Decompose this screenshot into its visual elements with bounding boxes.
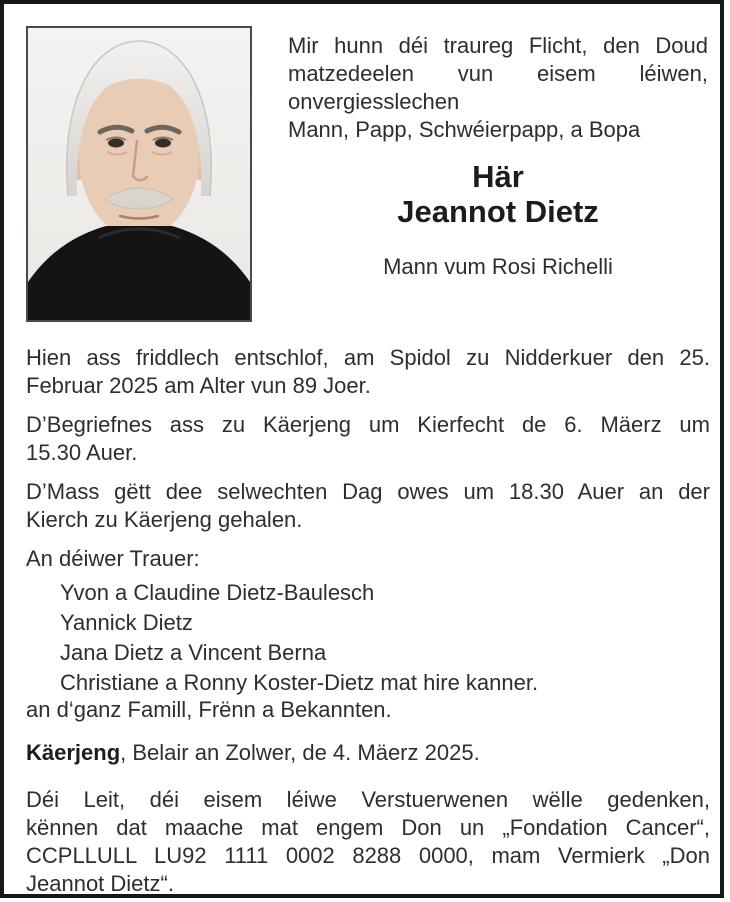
- donation-paragraph: [26, 786, 710, 898]
- relation-line: Mann vum Rosi Richelli: [383, 254, 613, 279]
- deceased-name-block: [288, 159, 708, 229]
- family-closing-line: an d‘ganz Famill, Frënn a Bekannten.: [26, 697, 392, 722]
- dateline-rest: , Belair an Zolwer, de 4. Mäerz 2025.: [120, 740, 480, 765]
- death-line: Februar 2025 am Alter vun 89 Joer.: [26, 373, 371, 398]
- family-member: Yannick Dietz: [60, 610, 193, 635]
- dateline: [26, 739, 710, 767]
- mass-line: D’Mass gëtt dee selwechten Dag owes um 18.30 Auer an der: [26, 479, 710, 504]
- death-line: Hien ass friddlech entschlof, am Spidol zu Nidderkuer den 25.: [26, 345, 710, 370]
- intro-line: onvergiesslechen: [288, 89, 460, 114]
- intro-paragraph: [288, 32, 708, 144]
- mass-line: Kierch zu Käerjeng gehalen.: [26, 507, 303, 532]
- family-list: [60, 578, 710, 698]
- donation-line: CCPLLULL LU92 1111 0002 8288 0000, mam Vermierk „Don: [26, 843, 710, 868]
- family-member: Jana Dietz a Vincent Berna: [60, 640, 327, 665]
- donation-line: kënnen dat maache mat engem Don un „Fondation Cancer“,: [26, 815, 710, 840]
- funeral-paragraph: [26, 411, 710, 467]
- funeral-line: 15.30 Auer.: [26, 440, 138, 465]
- intro-line: Mir hunn déi traureg Flicht, den Doud: [288, 33, 708, 58]
- intro-line: matzedeelen vun eisem léiwen,: [288, 61, 708, 86]
- mass-paragraph: [26, 478, 710, 534]
- death-paragraph: [26, 344, 710, 400]
- family-member: Yvon a Claudine Dietz-Baulesch: [60, 580, 375, 605]
- funeral-line: D’Begriefnes ass zu Käerjeng um Kierfecht de 6. Mäerz um: [26, 412, 710, 437]
- portrait-photo: [26, 26, 252, 322]
- dateline-place: Käerjeng: [26, 740, 121, 765]
- mourning-heading: An déiwer Trauer:: [26, 546, 200, 571]
- donation-line: Déi Leit, déi eisem léiwe Verstuerwenen wëlle gedenken,: [26, 787, 710, 812]
- salutation: Här: [472, 159, 524, 194]
- intro-line: Mann, Papp, Schwéierpapp, a Bopa: [288, 117, 641, 142]
- deceased-name: Jeannot Dietz: [397, 194, 599, 229]
- portrait-illustration: [28, 28, 250, 320]
- donation-line: Jeannot Dietz“.: [26, 871, 174, 896]
- family-member: Christiane a Ronny Koster-Dietz mat hire kanner.: [60, 670, 539, 695]
